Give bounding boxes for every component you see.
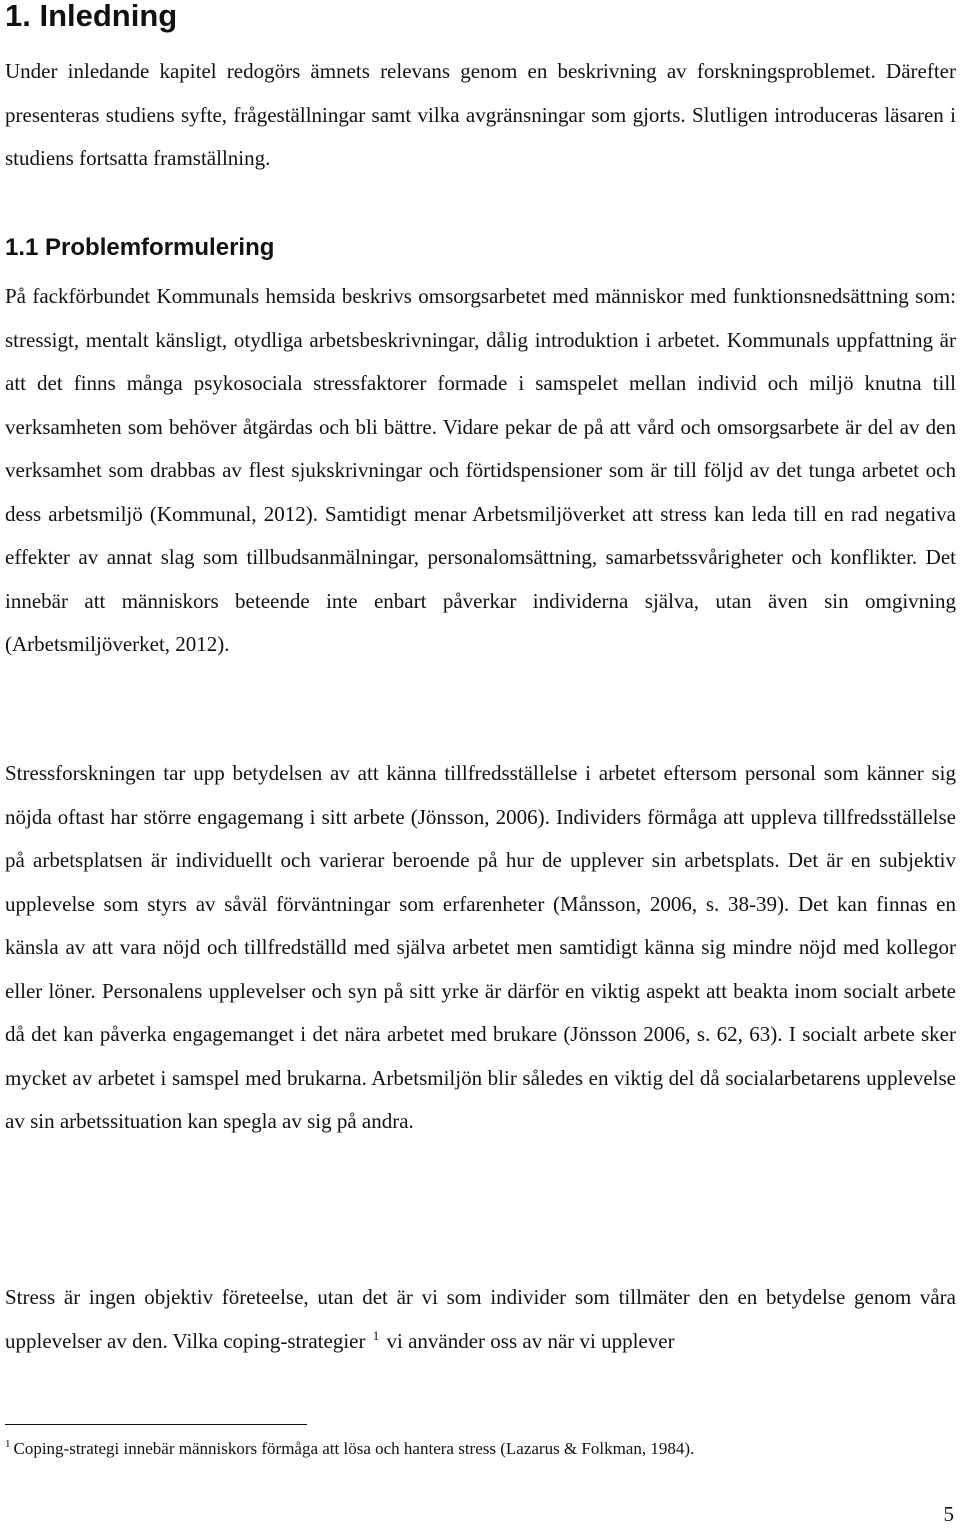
body-paragraph-2: Stressforskningen tar upp betydelsen av att känna tillfredsställelse i arbetet eftersom personal som känner sig nöjda oftast har större engagemang i sitt arbete (Jönsson, 2006). Individers förmåga att uppleva tillfredsställelse på arbetsplatsen är individuellt och varierar beroende på hur de upplever sin arbetsplats. Det är en subjektiv upplevelse som styrs av såväl förväntningar som erfarenheter (Månsson, 2006, s. 38-39). Det kan finnas en känsla av att vara nöjd och tillfredställd med själva arbetet men samtidigt känna sig mindre nöjd med kollegor eller löner. Personalens upplevelser och syn på sitt yrke är därför en viktig aspekt att beakta inom socialt arbete då det kan påverka engagemanget i det nära arbetet med brukare (Jönsson 2006, s. 62, 63). I socialt arbete sker mycket av arbetet i samspel med brukarna. Arbetsmiljön blir således en viktig del då socialarbetarens upplevelse av sin arbetssituation kan spegla av sig på andra. — [5, 761, 956, 1133]
intro-paragraph: Under inledande kapitel redogörs ämnets relevans genom en beskrivning av forskningsproblemet. Därefter presenteras studiens syfte, frågeställningar samt vilka avgränsningar som gjorts. Slutligen introduceras läsaren i studiens fortsatta framställning. — [5, 59, 956, 170]
paragraph-3-text-start: Stress är ingen objektiv företeelse, utan det är vi som individer som tillmäter den en betydelse genom våra upplevelser av den. Vilka coping-strategier — [5, 1285, 956, 1353]
footnote-reference[interactable]: 1 — [372, 1327, 380, 1343]
footnote-mark: 1 — [5, 1438, 11, 1451]
body-paragraph-3 — [5, 1276, 956, 1363]
page-number: 5 — [943, 1502, 954, 1526]
paragraph-3-text-end: vi använder oss av när vi upplever — [386, 1328, 675, 1353]
footnote-divider — [5, 1424, 307, 1425]
footnote-text: Coping-strategi innebär människors förmåga att lösa och hantera stress (Lazarus & Folkman, 1984). — [13, 1439, 695, 1458]
footnote — [5, 1437, 694, 1461]
section-heading: 1.1 Problemformulering — [5, 234, 275, 261]
body-paragraph-1: På fackförbundet Kommunals hemsida beskrivs omsorgsarbetet med människor med funktionsnedsättning som: stressigt, mentalt känsligt, otydliga arbetsbeskrivningar, dålig introduktion i arbetet. Kommunals uppfattning är att det finns många psykosociala stressfaktorer formade i samspelet mellan individ och miljö knutna till verksamheten som behöver åtgärdas och bli bättre. Vidare pekar de på att vård och omsorgsarbete är del av den verksamhet som drabbas av flest sjukskrivningar och förtidspensioner som är till följd av det tunga arbetet och dess arbetsmiljö (Kommunal, 2012). Samtidigt menar Arbetsmiljöverket att stress kan leda till en rad negativa effekter av annat slag som tillbudsanmälningar, personalomsättning, samarbetssvårigheter och konflikter. Det innebär att människors beteende inte enbart påverkar individerna själva, utan även sin omgivning (Arbetsmiljöverket, 2012). — [5, 284, 956, 656]
chapter-heading: 1. Inledning — [5, 0, 178, 33]
